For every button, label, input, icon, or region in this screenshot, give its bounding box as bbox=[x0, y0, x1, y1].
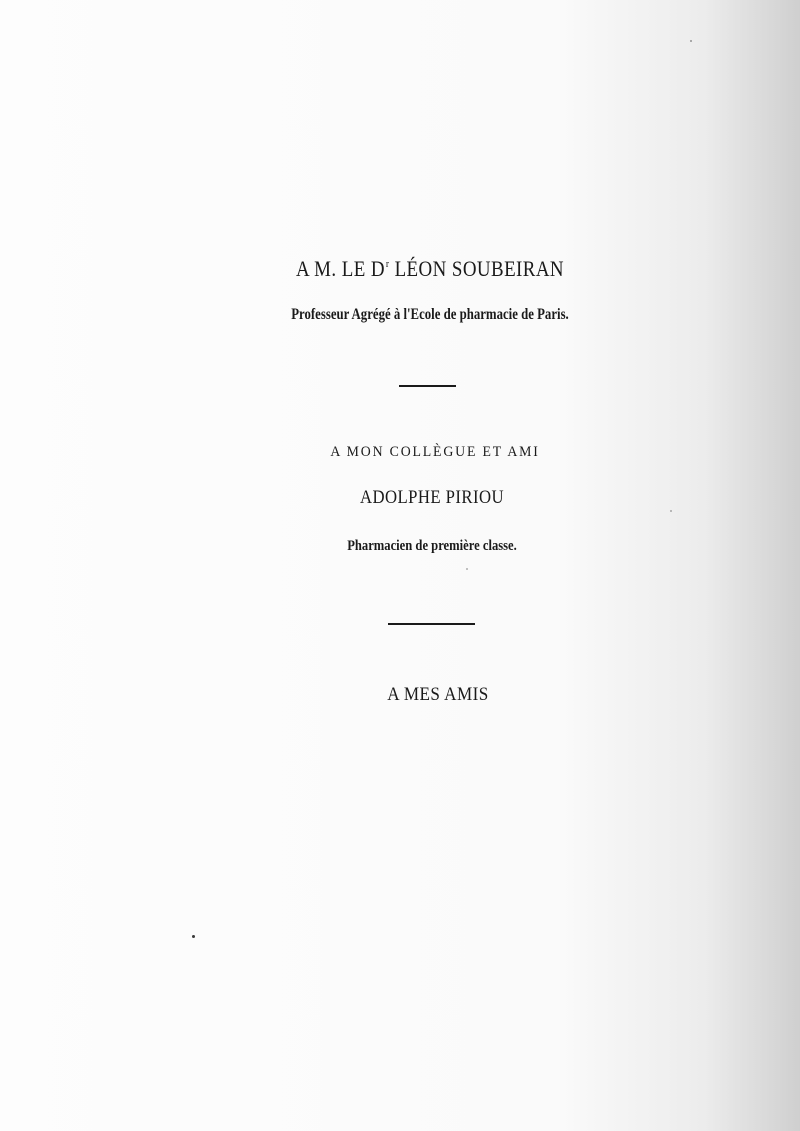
dedication-friends-heading: A MES AMIS bbox=[387, 684, 489, 705]
doctor-abbreviation-superscript: r bbox=[385, 258, 390, 270]
section-divider-rule bbox=[399, 385, 456, 387]
section-divider-rule bbox=[388, 623, 475, 625]
dedication-soubeiran-prefix: A M. LE D bbox=[295, 256, 385, 281]
dedication-soubeiran-affiliation: Professeur Agrégé à l'Ecole de pharmacie de Paris. bbox=[291, 306, 569, 323]
dedication-colleague-title: Pharmacien de première classe. bbox=[347, 538, 517, 554]
paper-speck bbox=[670, 510, 672, 512]
paper-speck bbox=[466, 568, 468, 570]
dedication-soubeiran-heading bbox=[86, 256, 774, 282]
dedication-colleague-name: ADOLPHE PIRIOU bbox=[359, 487, 505, 508]
dedication-soubeiran-name: LÉON SOUBEIRAN bbox=[389, 256, 565, 281]
paper-speck bbox=[690, 40, 692, 42]
paper-speck bbox=[192, 935, 195, 938]
dedication-colleague-heading: A MON COLLÈGUE ET AMI bbox=[330, 444, 540, 460]
